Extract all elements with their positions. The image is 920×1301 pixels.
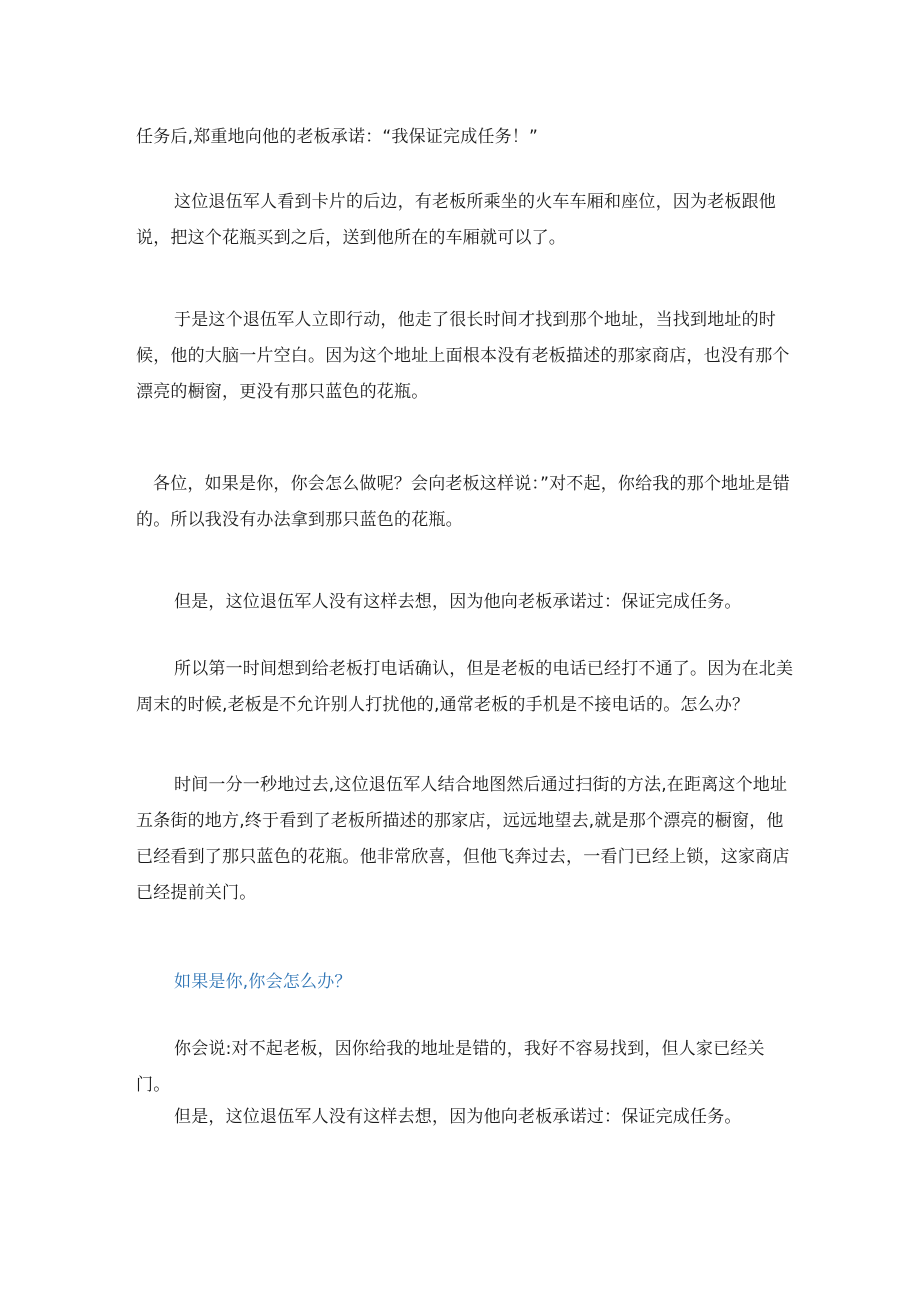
- paragraph-10: 但是，这位退伍军人没有这样去想，因为他向老板承诺过：保证完成任务。: [174, 1107, 742, 1127]
- paragraph-6: 所以第一时间想到给老板打电话确认，但是老板的电话已经打不通了。因为在北美周末的时候,老板是不允许别人打扰他的,通常老板的手机是不接电话的。怎么办？: [136, 659, 794, 715]
- paragraph-8-question: 如果是你,你会怎么办？: [174, 972, 352, 992]
- paragraph-9: 你会说:对不起老板，因你给我的地址是错的，我好不容易找到，但人家已经关门。: [136, 1039, 765, 1095]
- paragraph-3: 于是这个退伍军人立即行动，他走了很长时间才找到那个地址，当找到地址的时候，他的大脑一片空白。因为这个地址上面根本没有老板描述的那家商店，也没有那个漂亮的橱窗，更没有那只蓝色的花瓶。: [136, 310, 790, 402]
- paragraph-1: 任务后,郑重地向他的老板承诺：“我保证完成任务！”: [136, 127, 539, 147]
- paragraph-7: 时间一分一秒地过去,这位退伍军人结合地图然后通过扫街的方法,在距离这个地址五条街的地方,终于看到了老板所描述的那家店，远远地望去,就是那个漂亮的橱窗，他已经看到了那只蓝色的花瓶。他非常欣喜，但他飞奔过去，一看门已经上锁，这家商店已经提前关门。: [136, 775, 790, 903]
- paragraph-4: 各位，如果是你，你会怎么做呢？会向老板这样说：”对不起，你给我的那个地址是错的。所以我没有办法拿到那只蓝色的花瓶。: [136, 474, 790, 530]
- paragraph-2: 这位退伍军人看到卡片的后边，有老板所乘坐的火车车厢和座位，因为老板跟他说，把这个花瓶买到之后，送到他所在的车厢就可以了。: [136, 192, 776, 248]
- paragraph-5: 但是，这位退伍军人没有这样去想，因为他向老板承诺过：保证完成任务。: [174, 592, 742, 612]
